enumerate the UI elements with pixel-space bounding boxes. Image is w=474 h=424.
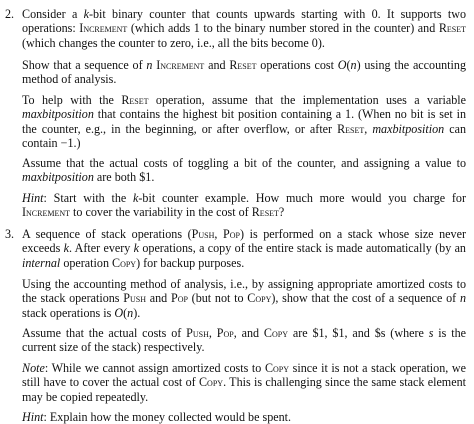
- problem-3-paragraph-3: Assume that the actual costs of Push, Pop, and Copy are $1, $1, and $s (where s is the current size of the stack) respectively.: [22, 326, 466, 355]
- problem-2-paragraph-3: To help with the Reset operation, assume that the implementation uses a variable maxbitposition that contains the highest bit position containing a 1. (When no bit is set in the counter, e.g., in the beginning, or after overflow, or after Reset, maxbitposition can contain −1.): [22, 93, 467, 151]
- problem-3-note: Note: While we cannot assign amortized costs to Copy since it is not a stack operation, we still have to cover the actual cost of Copy. This is challenging since the same stack element may be copied repeatedly.: [22, 361, 466, 404]
- problem-3-hint: Hint: Explain how the money collected would be spent.: [22, 410, 292, 424]
- problem-number: 2.: [5, 7, 15, 21]
- problem-2-paragraph-4: Assume that the actual costs of toggling a bit of the counter, and assigning a value to maxbitposition are both $1.: [22, 156, 466, 185]
- problem-3-paragraph-2: Using the accounting method of analysis, i.e., by assigning appropriate amortized costs to the stack operations Push and Pop (but not to Copy), show that the cost of a sequence of n stack operations is O(n).: [22, 277, 466, 320]
- problem-3-paragraph-1: A sequence of stack operations (Push, Pop) is performed on a stack whose size never exceeds k. After every k operations, a copy of the entire stack is made automatically (by an internal operation Copy) for backup purposes.: [22, 227, 466, 270]
- problem-2-paragraph-1: Consider a k-bit binary counter that counts upwards starting with 0. It supports two operations: Increment (which adds 1 to the binary number stored in the counter) and Reset (which changes the counter to zero, i.e., all the bits become 0).: [22, 7, 466, 50]
- problem-number: 3.: [5, 227, 15, 241]
- problem-2-hint: Hint: Start with the k-bit counter example. How much more would you charge for Increment to cover the variability in the cost of Reset?: [22, 191, 466, 220]
- problem-2-paragraph-2: Show that a sequence of n Increment and Reset operations cost O(n) using the accounting method of analysis.: [22, 58, 466, 87]
